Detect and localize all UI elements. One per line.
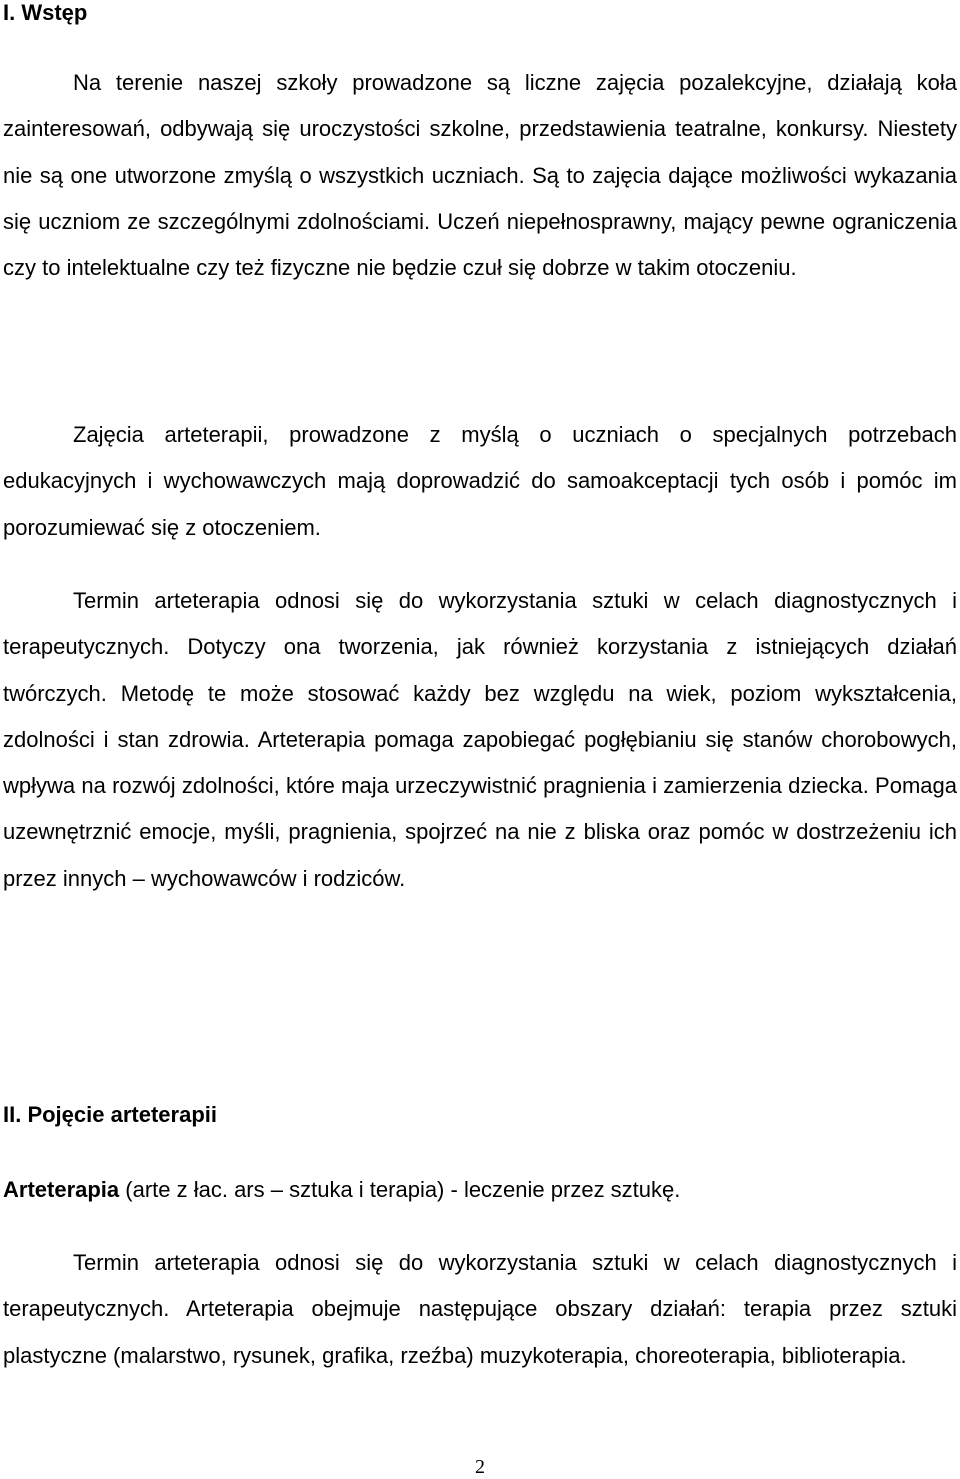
page-number: 2 (475, 1456, 485, 1478)
definition-text: (arte z łac. ars – sztuka i terapia) - leczenie przez sztukę. (119, 1177, 681, 1202)
definition-line (3, 1177, 680, 1203)
paragraph-intro-2: Zajęcia arteterapii, prowadzone z myślą o uczniach o specjalnych potrzebach edukacyjnych i wychowawczych mają doprowadzić do samoakceptacji tych osób i pomóc im porozumiewać się z otoczeniem. (3, 422, 957, 540)
section-heading-intro: I. Wstęp (3, 0, 88, 25)
paragraph-intro-1: Na terenie naszej szkoły prowadzone są liczne zajęcia pozalekcyjne, działają koła zainteresowań, odbywają się uroczystości szkolne, przedstawienia teatralne, konkursy. Niestety nie są one utworzone zmyślą o wszystkich uczniach. Są to zajęcia dające możliwości wykazania się uczniom ze szczególnymi zdolnościami. Uczeń niepełnosprawny, mający pewne ograniczenia czy to intelektualne czy też fizyczne nie będzie czuł się dobrze w takim otoczeniu. (3, 70, 957, 281)
paragraph-concept: Termin arteterapia odnosi się do wykorzystania sztuki w celach diagnostycznych i terapeutycznych. Arteterapia obejmuje następujące obszary działań: terapia przez sztuki plastyczne (malarstwo, rysunek, grafika, rzeźba) muzykoterapia, choreoterapia, biblioterapia. (3, 1250, 957, 1368)
document-page (3, 0, 957, 1478)
section-heading-concept: II. Pojęcie arteterapii (3, 1102, 217, 1127)
paragraph-intro-3: Termin arteterapia odnosi się do wykorzystania sztuki w celach diagnostycznych i terapeutycznych. Dotyczy ona tworzenia, jak również korzystania z istniejących działań twórczych. Metodę te może stosować każdy bez względu na wiek, poziom wykształcenia, zdolności i stan zdrowia. Arteterapia pomaga zapobiegać pogłębianiu się stanów chorobowych, wpływa na rozwój zdolności, które maja urzeczywistnić pragnienia i zamierzenia dziecka. Pomaga uzewnętrznić emocje, myśli, pragnienia, spojrzeć na nie z bliska oraz pomóc w dostrzeżeniu ich przez innych – wychowawców i rodziców. (3, 588, 957, 891)
definition-term: Arteterapia (3, 1177, 120, 1202)
